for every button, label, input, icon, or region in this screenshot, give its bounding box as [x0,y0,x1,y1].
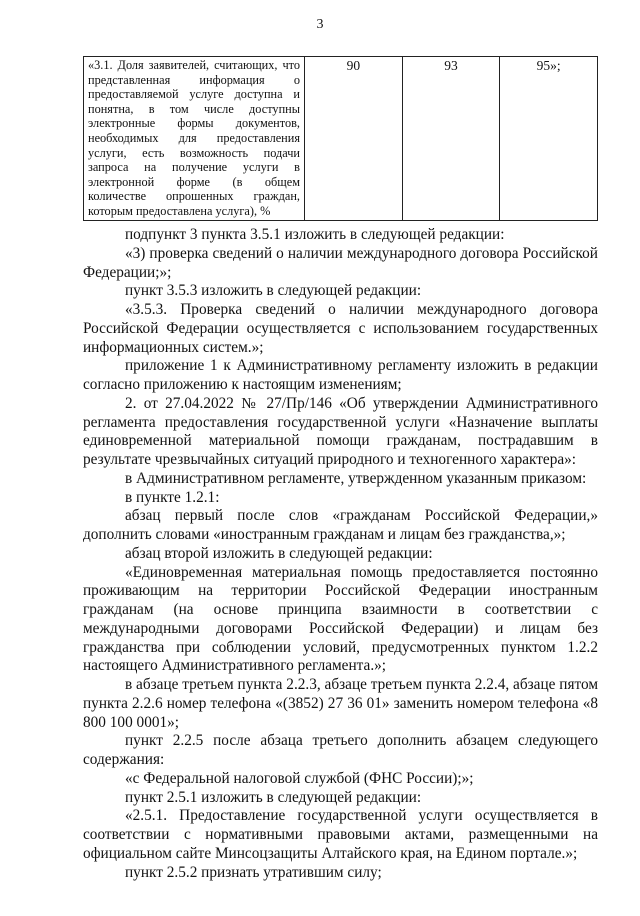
paragraph: «2.5.1. Предоставление государственной услуги осуществляется в соответствии с нормативными правовыми актами, размещенными на официальном сайте Минсоцзащиты Алтайского края, на Едином портале.»; [83,807,598,862]
document-body [83,226,598,882]
paragraph: абзац второй изложить в следующей редакции: [125,544,433,562]
paragraph: «3.5.3. Проверка сведений о наличии международного договора Российской Федерации осуществляется с использованием государственных информационных систем.»; [83,301,598,356]
paragraph: «с Федеральной налоговой службой (ФНС России);»; [125,769,474,787]
paragraph: «Единовременная материальная помощь предоставляется постоянно проживающим на территории Российской Федерации иностранным гражданам (на основе принципа взаимности в соответствии с международными договорами Российской Федерации) и лицам без гражданства при соблюдении условий, предусмотренных пунктом 1.2.2 настоящего Административного регламента.»; [83,563,598,675]
table-row [84,57,598,221]
paragraph: пункт 2.2.5 после абзаца третьего дополнить абзацем следующего содержания: [83,732,598,768]
indicator-value-1: 90 [305,57,403,221]
paragraph: в пункте 1.2.1: [125,488,220,506]
paragraph: «3) проверка сведений о наличии международного договора Российской Федерации;»; [83,244,598,281]
indicator-table [83,56,598,221]
paragraph: подпункт 3 пункта 3.5.1 изложить в следующей редакции: [125,226,505,243]
paragraph: в Административном регламенте, утвержденном указанным приказом: [125,469,587,487]
paragraph: пункт 2.5.1 изложить в следующей редакции: [125,788,422,806]
indicator-value-3: 95»; [500,57,598,221]
paragraph: пункт 3.5.3 изложить в следующей редакции: [125,282,422,300]
page-number: 3 [316,17,324,32]
paragraph: 2. от 27.04.2022 № 27/Пр/146 «Об утверждении Административного регламента предоставления государственной услуги «Назначение выплаты единовременной материальной помощи гражданам, пострадавшим в результате чрезвычайных ситуаций природного и техногенного характера»: [83,394,598,468]
paragraph: в абзаце третьем пункта 2.2.3, абзаце третьем пункта 2.2.4, абзаце пятом пункта 2.2.6 номер телефона «(3852) 27 36 01» заменить номером телефона «8 800 100 0001»; [83,676,598,731]
paragraph: пункт 2.5.2 признать утратившим силу; [125,863,382,881]
paragraph: приложение 1 к Административному регламенту изложить в редакции согласно приложению к настоящим изменениям; [83,357,598,393]
paragraph: абзац первый после слов «гражданам Российской Федерации,» дополнить словами «иностранным гражданам и лицам без гражданства,»; [83,507,598,543]
indicator-value-2: 93 [402,57,500,221]
indicator-description: «3.1. Доля заявителей, считающих, что представленная информация о предоставляемой услуге доступна и понятна, в том числе доступны электронные формы документов, необходимых для предоставления услуги, есть возможность подачи запроса на получение услуги в электронной форме (в общем количестве опрошенных граждан, которым предоставлена услуга), % [84,57,305,221]
